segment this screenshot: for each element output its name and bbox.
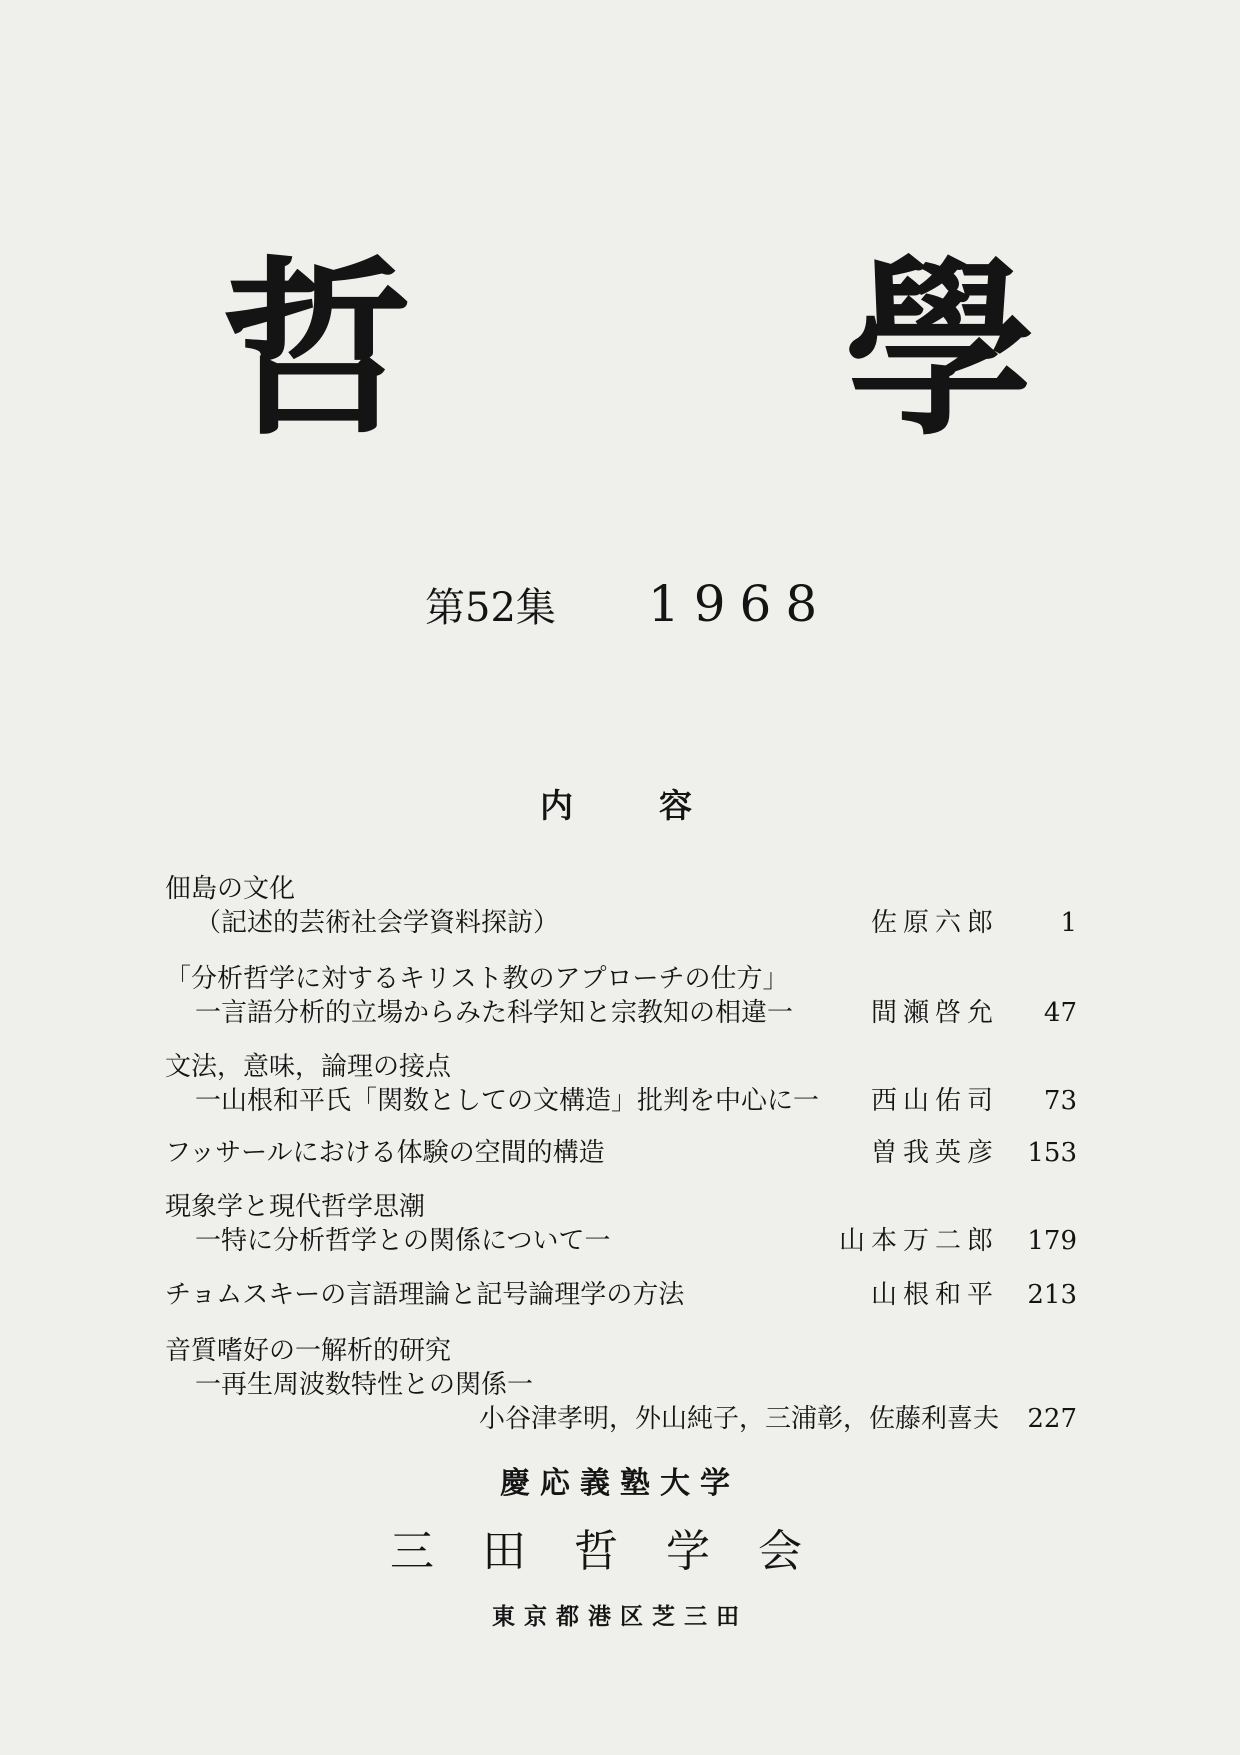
toc-entry-page: 213: [1027, 1280, 1077, 1310]
toc-entry-author: 山根和平: [870, 1280, 999, 1310]
journal-title-left-char: 哲: [222, 238, 413, 461]
toc-entry-author: 佐原六郎: [870, 908, 999, 938]
contents-heading: 内容: [540, 786, 778, 825]
publisher-society: 三田哲学会: [390, 1526, 850, 1577]
toc-entry-page: 1: [1060, 908, 1077, 938]
toc-entry-title: 現象学と現代哲学思潮: [165, 1192, 426, 1222]
toc-entry-subtitle: 一言語分析的立場からみた科学知と宗教知の相違一: [195, 998, 794, 1028]
volume-line: [425, 575, 831, 633]
toc-entry-title: フッサールにおける体験の空間的構造: [165, 1138, 605, 1168]
toc-entry-title: 佃島の文化: [165, 874, 296, 904]
publisher-address: 東京都港区芝三田: [492, 1603, 748, 1630]
toc-entry-page: 47: [1043, 998, 1077, 1028]
journal-title-right-char: 學: [845, 238, 1036, 461]
toc-entry-title: 「分析哲学に対するキリスト教のアプローチの仕方」: [165, 964, 789, 994]
toc-entry-author: 西山佑司: [870, 1086, 999, 1116]
publisher-university: 慶応義塾大学: [500, 1466, 740, 1501]
toc-entry-author: 曽我英彦: [870, 1138, 999, 1168]
toc-entry-page: 227: [1027, 1404, 1077, 1434]
toc-entry-subtitle: 一山根和平氏「関数としての文構造」批判を中心に一: [195, 1086, 820, 1116]
toc-entry-subtitle: 一再生周波数特性との関係一: [195, 1370, 534, 1400]
toc-entry-author: 間瀬啓允: [870, 998, 999, 1028]
toc-entry-page: 179: [1027, 1226, 1077, 1256]
toc-entry-subtitle: （記述的芸術社会学資料探訪）: [195, 908, 560, 938]
volume-number: 第52集: [425, 585, 556, 631]
toc-entry-title: チョムスキーの言語理論と記号論理学の方法: [165, 1280, 685, 1310]
toc-entry-title: 音質嗜好の一解析的研究: [165, 1336, 452, 1366]
publication-year: 1968: [647, 575, 832, 633]
toc-entry-title: 文法，意味，論理の接点: [165, 1052, 452, 1082]
toc-entry-author: 山本万二郎: [838, 1226, 999, 1256]
toc-entry-page: 73: [1043, 1086, 1077, 1116]
toc-entry-author: 小谷津孝明，外山純子，三浦彰，佐藤利喜夫: [478, 1404, 999, 1434]
toc-entry-subtitle: 一特に分析哲学との関係について一: [195, 1226, 611, 1256]
toc-entry-page: 153: [1027, 1138, 1077, 1168]
